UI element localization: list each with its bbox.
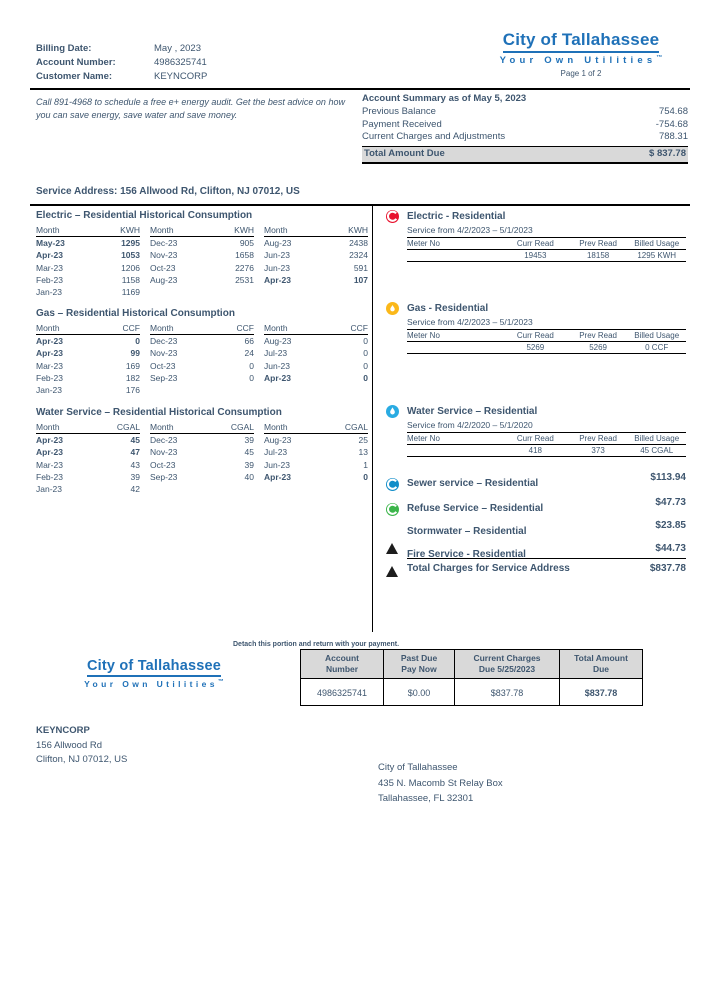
- gas-service-section: [386, 302, 686, 354]
- total-charges-label: Total Charges for Service Address: [407, 563, 570, 574]
- table-row: Jun-23 1: [264, 459, 368, 470]
- customer-name-label: Customer Name:: [36, 71, 113, 82]
- table-row: Dec-23 905: [150, 238, 254, 249]
- table-row: [301, 679, 643, 706]
- energy-audit-promo-text: Call 891-4968 to schedule a free e+ energy audit. Get the best advice on how you can save energy, save water and save money.: [36, 97, 345, 120]
- table-row: Jul-23 0: [264, 348, 368, 359]
- table-row: Aug-23 2531: [150, 274, 254, 285]
- trademark-symbol: ™: [217, 679, 224, 686]
- water-service-title: Water Service – Residential: [407, 406, 538, 417]
- water-service-period: Service from 4/2/2020 – 5/1/2020: [407, 419, 533, 430]
- header-divider: [30, 88, 690, 90]
- stub-company-logo: [58, 657, 250, 689]
- electric-meter-table: Meter No Curr Read Prev Read Billed Usage 19453 18158 1295 KWH: [407, 237, 686, 262]
- billing-date-label: Billing Date:: [36, 43, 92, 54]
- table-row: Nov-23 45: [150, 447, 254, 458]
- water-consumption-table: Water Service – Residential Historical Consumption Month CGAL Apr-23 45 Apr-23 47 Mar-23 43 Feb-23 39 Jan-23 42 Month CGAL Dec-23 39 Nov-23 45 Oct-23 39 Sep-23 40 Month CGAL Aug-23 25 Jul-23 13 Jun-23 1 Apr-23 0: [36, 407, 368, 495]
- section-divider: [30, 204, 690, 206]
- refuse-charge-amount: $47.73: [655, 497, 686, 508]
- table-row: Mar-23 43: [36, 459, 140, 470]
- total-amount-due-row: Total Amount Due $ 837.78: [362, 146, 688, 164]
- table-row: Jun-23 2324: [264, 250, 368, 261]
- fire-charge-amount: $44.73: [655, 543, 686, 554]
- billing-date-row: [36, 42, 207, 56]
- stormwater-charge-row: [386, 520, 686, 539]
- refuse-charge-row: [386, 497, 686, 516]
- table-row: 418 373 45 CGAL: [407, 444, 686, 456]
- stub-current-value: $837.78: [455, 679, 560, 706]
- payment-stub-table: [300, 649, 643, 706]
- table-row: Nov-23 24: [150, 348, 254, 359]
- table-row: Oct-23 0: [150, 360, 254, 371]
- table-row: Apr-23 1053: [36, 250, 140, 261]
- sewer-charge-label: Sewer service – Residential: [407, 478, 539, 489]
- table-row: Oct-23 39: [150, 459, 254, 470]
- water-drop-icon: [386, 405, 399, 418]
- company-logo: [478, 30, 684, 78]
- table-row: Jan-23 176: [36, 385, 140, 396]
- table-row: Nov-23 1658: [150, 250, 254, 261]
- electric-service-period: Service from 4/2/2023 – 5/1/2023: [407, 224, 533, 235]
- gas-service-title: Gas - Residential: [407, 303, 489, 314]
- table-row: Apr-23 45: [36, 435, 140, 446]
- table-row: Dec-23 39: [150, 435, 254, 446]
- account-summary-title: Account Summary as of May 5, 2023: [362, 93, 527, 104]
- stub-account-header: Account Number: [301, 650, 384, 679]
- table-row: Feb-23 182: [36, 372, 140, 383]
- table-row: Apr-23 0: [36, 336, 140, 347]
- electric-consumption-table: Electric – Residential Historical Consumption Month KWH May-23 1295 Apr-23 1053 Mar-23 1206 Feb-23 1158 Jan-23 1169 Month KWH Dec-23 905 Nov-23 1658 Oct-23 2276 Aug-23 2531 Month KWH Aug-23 2438 Jun-23 2324 Jun-23 591 Apr-23 107: [36, 210, 368, 298]
- current-charges-row: Current Charges and Adjustments 788.31: [362, 131, 688, 142]
- water-service-section: [386, 405, 686, 457]
- total-charges-row: [407, 558, 686, 574]
- electric-service-section: [386, 210, 686, 262]
- table-row: Sep-23 40: [150, 471, 254, 482]
- remittance-address: City of Tallahassee 435 N. Macomb St Relay Box Tallahassee, FL 32301: [378, 762, 503, 804]
- stub-pastdue-header: Past Due Pay Now: [384, 650, 455, 679]
- column-divider: [372, 204, 373, 632]
- table-row: Feb-23 39: [36, 471, 140, 482]
- fire-charge-label: Fire Service - Residential: [407, 549, 526, 560]
- stub-logo-subtitle: Your Own Utilities™: [84, 679, 224, 689]
- table-row: Jan-23 42: [36, 484, 140, 495]
- total-charges-amount: $837.78: [649, 563, 686, 574]
- electric-service-title: Electric - Residential: [407, 211, 506, 222]
- page-indicator: Page 1 of 2: [560, 69, 602, 79]
- billing-date-value: May , 2023: [154, 43, 201, 54]
- service-address: Service Address: 156 Allwood Rd, Clifton, NJ 07012, US: [36, 186, 300, 197]
- sewer-charge-amount: $113.94: [650, 472, 686, 483]
- gas-meter-table: Meter No Curr Read Prev Read Billed Usage 5269 5269 0 CCF: [407, 329, 686, 354]
- table-row: Aug-23 2438: [264, 238, 368, 249]
- stormwater-charge-amount: $23.85: [655, 520, 686, 531]
- logo-title: City of Tallahassee: [503, 30, 660, 53]
- table-row: Mar-23 1206: [36, 262, 140, 273]
- table-row: Sep-23 0: [150, 372, 254, 383]
- stub-logo-title: City of Tallahassee: [87, 658, 221, 677]
- detach-instruction: Detach this portion and return with your payment.: [233, 641, 400, 648]
- payment-received-row: Payment Received -754.68: [362, 118, 688, 130]
- table-row: Apr-23 0: [264, 372, 368, 383]
- stub-account-value: 4986325741: [301, 679, 384, 706]
- account-number-value: 4986325741: [154, 57, 207, 68]
- account-number-row: [36, 56, 207, 70]
- gas-service-period: Service from 4/2/2023 – 5/1/2023: [407, 316, 533, 327]
- water-consumption-title: Water Service – Residential Historical Consumption: [36, 407, 282, 418]
- table-row: Dec-23 66: [150, 336, 254, 347]
- gas-flame-icon: [386, 302, 399, 315]
- table-row: Feb-23 1158: [36, 274, 140, 285]
- table-row: May-23 1295: [36, 238, 140, 249]
- customer-mailing-address: KEYNCORP 156 Allwood Rd Clifton, NJ 07012, US: [36, 725, 128, 765]
- gas-consumption-table: Gas – Residential Historical Consumption Month CCF Apr-23 0 Apr-23 99 Mar-23 169 Feb-23 182 Jan-23 176 Month CCF Dec-23 66 Nov-23 24 Oct-23 0 Sep-23 0 Month CCF Aug-23 0 Jul-23 0 Jun-23 0 Apr-23 0: [36, 308, 368, 396]
- table-row: Jul-23 13: [264, 447, 368, 458]
- stub-total-header: Total Amount Due: [560, 650, 643, 679]
- stormwater-triangle-icon: [386, 526, 399, 539]
- stub-pastdue-value: $0.00: [384, 679, 455, 706]
- table-row: 5269 5269 0 CCF: [407, 341, 686, 353]
- table-row: Jun-23 591: [264, 262, 368, 273]
- water-meter-table: Meter No Curr Read Prev Read Billed Usage 418 373 45 CGAL: [407, 432, 686, 457]
- customer-name-value: KEYNCORP: [154, 71, 208, 82]
- electric-icon: [386, 210, 399, 223]
- refuse-icon: [386, 503, 399, 516]
- table-row: Jan-23 1169: [36, 287, 140, 298]
- sewer-charge-row: [386, 472, 686, 491]
- customer-name-row: [36, 70, 207, 84]
- logo-subtitle: Your Own Utilities™: [499, 55, 663, 67]
- account-number-label: Account Number:: [36, 57, 116, 68]
- table-row: Apr-23 0: [264, 471, 368, 482]
- table-row: 19453 18158 1295 KWH: [407, 249, 686, 261]
- table-row: Mar-23 169: [36, 360, 140, 371]
- sewer-icon: [386, 478, 399, 491]
- gas-consumption-title: Gas – Residential Historical Consumption: [36, 308, 235, 319]
- refuse-charge-label: Refuse Service – Residential: [407, 503, 544, 514]
- table-row: Oct-23 2276: [150, 262, 254, 273]
- billing-info-block: [36, 42, 207, 84]
- total-amount-due-value: $ 837.78: [649, 148, 686, 159]
- table-row: Aug-23 25: [264, 435, 368, 446]
- stormwater-charge-label: Stormwater – Residential: [407, 526, 527, 537]
- stub-current-header: Current Charges Due 5/25/2023: [455, 650, 560, 679]
- table-row: Jun-23 0: [264, 360, 368, 371]
- table-row: Aug-23 0: [264, 336, 368, 347]
- previous-balance-row: Previous Balance 754.68: [362, 106, 688, 117]
- table-row: Apr-23 99: [36, 348, 140, 359]
- fire-triangle-icon: [386, 549, 399, 562]
- trademark-symbol: ™: [656, 55, 663, 61]
- table-row: Apr-23 47: [36, 447, 140, 458]
- stub-total-value: $837.78: [560, 679, 643, 706]
- account-summary: [362, 93, 688, 164]
- electric-consumption-title: Electric – Residential Historical Consumption: [36, 210, 253, 221]
- table-row: Apr-23 107: [264, 274, 368, 285]
